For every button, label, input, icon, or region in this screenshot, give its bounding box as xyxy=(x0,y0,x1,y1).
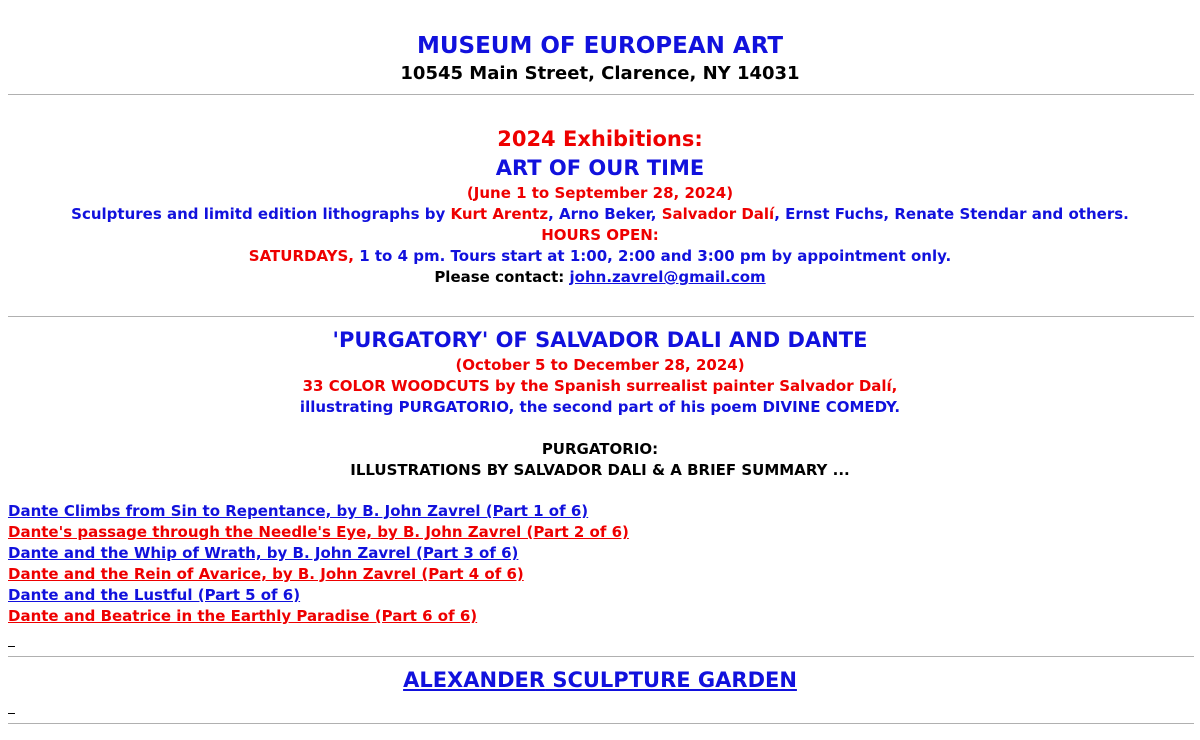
divider-2 xyxy=(8,316,1194,317)
art-of-our-time-title: ART OF OUR TIME xyxy=(495,156,705,180)
contact-label: Please contact: xyxy=(434,268,570,286)
link-part-4[interactable]: Dante and the Rein of Avarice, by B. John Zavrel (Part 4 of 6) xyxy=(8,565,524,583)
hours-label: HOURS OPEN: xyxy=(541,226,659,244)
contact-line xyxy=(0,267,1200,288)
divider-3 xyxy=(8,656,1194,657)
artist-kurt-arentz: Kurt Arentz xyxy=(450,205,549,223)
link-part-5[interactable]: Dante and the Lustful (Part 5 of 6) xyxy=(8,586,301,604)
purgatory-line-2: illustrating PURGATORIO, the second part of his poem DIVINE COMEDY. xyxy=(299,398,901,416)
art-of-our-time-description xyxy=(0,204,1200,225)
divider-4 xyxy=(8,723,1194,724)
contact-email-link[interactable]: john.zavrel@gmail.com xyxy=(569,268,766,286)
hours-days: SATURDAYS, xyxy=(248,247,354,265)
link-part-6[interactable]: Dante and Beatrice in the Earthly Paradise (Part 6 of 6) xyxy=(8,607,478,625)
empty-link-marker-1 xyxy=(8,638,15,648)
art-of-our-time-dates: (June 1 to September 28, 2024) xyxy=(466,184,734,202)
link-part-2[interactable]: Dante's passage through the Needle's Eye, by B. John Zavrel (Part 2 of 6) xyxy=(8,523,629,541)
purgatory-title: 'PURGATORY' OF SALVADOR DALI AND DANTE xyxy=(332,328,868,352)
purgatory-line-1: 33 COLOR WOODCUTS by the Spanish surrealist painter Salvador Dalí, xyxy=(302,377,898,395)
garden-title xyxy=(0,666,1200,694)
purgatorio-subheading: PURGATORIO: xyxy=(541,440,659,458)
museum-title: MUSEUM OF EUROPEAN ART xyxy=(416,33,784,59)
museum-address: 10545 Main Street, Clarence, NY 14031 xyxy=(400,63,800,84)
illustrations-subheading: ILLUSTRATIONS BY SALVADOR DALI & A BRIEF SUMMARY ... xyxy=(350,461,850,479)
description-sep: , Arno Beker, xyxy=(548,205,662,223)
description-prefix: Sculptures and limitd edition lithographs by xyxy=(71,205,451,223)
hours-line xyxy=(0,246,1200,267)
garden-link-alexander[interactable]: ALEXANDER xyxy=(403,668,546,692)
empty-link-marker-2 xyxy=(8,705,15,715)
divider-1 xyxy=(8,94,1194,95)
description-suffix: , Ernst Fuchs, Renate Stendar and others. xyxy=(774,205,1129,223)
article-links xyxy=(8,501,629,627)
link-part-3[interactable]: Dante and the Whip of Wrath, by B. John Zavrel (Part 3 of 6) xyxy=(8,544,519,562)
purgatory-dates: (October 5 to December 28, 2024) xyxy=(455,356,745,374)
exhibitions-heading: 2024 Exhibitions: xyxy=(497,127,703,151)
hours-text: 1 to 4 pm. Tours start at 1:00, 2:00 and 3:00 pm by appointment only. xyxy=(354,247,952,265)
link-part-1[interactable]: Dante Climbs from Sin to Repentance, by B. John Zavrel (Part 1 of 6) xyxy=(8,502,589,520)
artist-salvador-dali: Salvador Dalí xyxy=(661,205,775,223)
garden-link-sculpture-garden[interactable]: SCULPTURE GARDEN xyxy=(545,668,797,692)
